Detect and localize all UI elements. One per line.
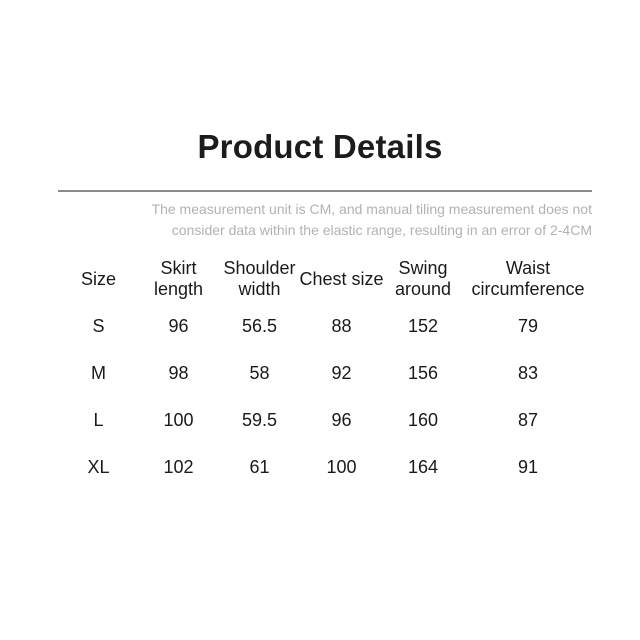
table-cell: 91 [517,457,539,477]
size-chart-table [58,255,592,491]
table-cell: 100 [326,457,357,477]
measurement-disclaimer [58,199,592,241]
column-header-size: Size [80,268,116,289]
table-row-s [58,303,592,350]
table-body [58,303,592,491]
table-header-row [58,255,592,303]
content-area [58,190,592,491]
size-label: L [93,410,104,430]
table-cell: 58 [249,363,270,383]
table-cell: 156 [407,363,439,383]
table-cell: 92 [331,363,352,383]
disclaimer-line-2: consider data within the elastic range, resulting in an error of 2-4CM [171,222,592,238]
table-cell: 96 [331,410,352,430]
table-cell: 56.5 [241,316,278,336]
table-cell: 88 [331,316,352,336]
column-header-shoulder-width: Shoulder width [223,258,296,299]
size-label: M [91,363,106,383]
column-header-skirt-length: Skirt length [153,258,204,299]
table-cell: 96 [168,316,189,336]
disclaimer-line-1: The measurement unit is CM, and manual tiling measurement does not [151,201,592,217]
size-label: XL [87,457,110,477]
column-header-swing-around: Swing around [394,258,452,299]
column-header-chest-size: Chest size [299,268,384,289]
table-row-l [58,397,592,444]
table-cell: 160 [407,410,439,430]
table-cell: 102 [163,457,194,477]
table-cell: 59.5 [241,410,278,430]
page-title: Product Details [197,128,443,165]
table-cell: 98 [168,363,189,383]
table-row-xl [58,444,592,491]
table-cell: 83 [517,363,539,383]
size-label: S [92,316,105,336]
table-cell: 87 [517,410,539,430]
table-cell: 164 [407,457,439,477]
table-row-m [58,350,592,397]
divider-line [58,190,592,192]
column-header-waist-circumference: Waist circumference [471,258,585,299]
table-cell: 100 [163,410,194,430]
table-cell: 79 [517,316,539,336]
table-cell: 61 [249,457,270,477]
table-cell: 152 [407,316,439,336]
